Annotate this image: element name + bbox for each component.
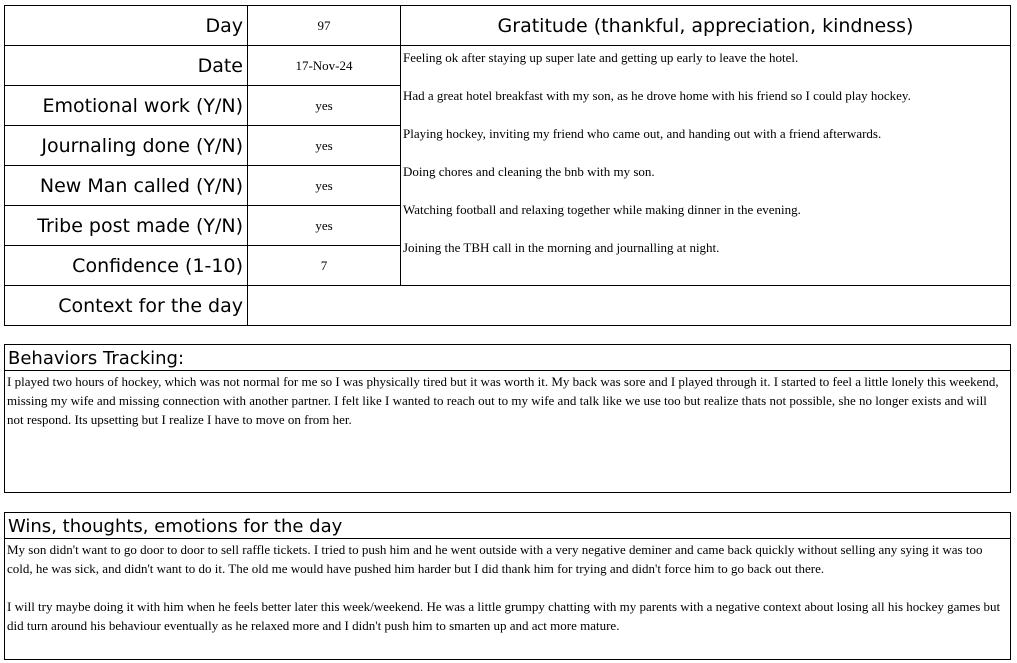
gratitude-item: Feeling ok after staying up super late and getting up early to leave the hotel. — [403, 50, 799, 65]
behaviors-text[interactable]: I played two hours of hockey, which was not normal for me so I was physically tired but it was worth it. My back was sore and I played through it. I started to feel a little lonely this weekend, missing my wife and missing connection with another partner. I felt like I wanted to reach out to my wife and talk like we use too but realize thats not possible, she no longer exists and will not respond. Its upsetting but I realize I have to move on from her. — [7, 374, 999, 427]
gratitude-list[interactable] — [400, 45, 1011, 286]
value-day[interactable]: 97 — [247, 5, 401, 46]
behaviors-title: Behaviors Tracking: — [8, 348, 185, 369]
wins-title: Wins, thoughts, emotions for the day — [8, 516, 343, 537]
value-date[interactable]: 17-Nov-24 — [247, 45, 401, 86]
label-confidence: Confidence (1-10) — [4, 245, 248, 286]
gratitude-item: Joining the TBH call in the morning and journalling at night. — [403, 240, 720, 255]
value-emotional-work[interactable]: yes — [247, 85, 401, 126]
behaviors-divider — [5, 370, 1010, 371]
label-emotional-work: Emotional work (Y/N) — [4, 85, 248, 126]
value-context-for-the-day[interactable] — [247, 285, 1011, 326]
label-date: Date — [4, 45, 248, 86]
wins-paragraph-2[interactable]: I will try maybe doing it with him when he feels better later this week/weekend. He was a little grumpy chatting with my parents with a negative context about losing all his hockey games but did turn around his behaviour eventually as he relaxed more and I didn't push him to smarten up and act more mature. — [7, 599, 1001, 633]
label-new-man-called: New Man called (Y/N) — [4, 165, 248, 206]
gratitude-title: Gratitude (thankful, appreciation, kindness) — [400, 5, 1011, 46]
value-journaling-done[interactable]: yes — [247, 125, 401, 166]
value-tribe-post-made[interactable]: yes — [247, 205, 401, 246]
gratitude-item: Doing chores and cleaning the bnb with my son. — [403, 164, 655, 179]
gratitude-item: Watching football and relaxing together while making dinner in the evening. — [403, 202, 801, 217]
value-confidence[interactable]: 7 — [247, 245, 401, 286]
value-new-man-called[interactable]: yes — [247, 165, 401, 206]
wins-section — [4, 512, 1011, 660]
behaviors-section — [4, 344, 1011, 493]
wins-paragraph-1[interactable]: My son didn't want to go door to door to sell raffle tickets. I tried to push him and he went outside with a very negative deminer and came back quickly without selling any sying it was too cold, he was sick, and didn't want to do it. The old me would have pushed him harder but I did thank him for trying and didn't force him to go back out there. — [7, 542, 983, 576]
label-context-for-the-day: Context for the day — [4, 285, 248, 326]
label-day: Day — [4, 5, 248, 46]
label-tribe-post-made: Tribe post made (Y/N) — [4, 205, 248, 246]
wins-divider — [5, 538, 1010, 539]
gratitude-item: Playing hockey, inviting my friend who came out, and handing out with a friend afterwards. — [403, 126, 882, 141]
label-journaling-done: Journaling done (Y/N) — [4, 125, 248, 166]
gratitude-item: Had a great hotel breakfast with my son, as he drove home with his friend so I could play hockey. — [403, 88, 911, 103]
